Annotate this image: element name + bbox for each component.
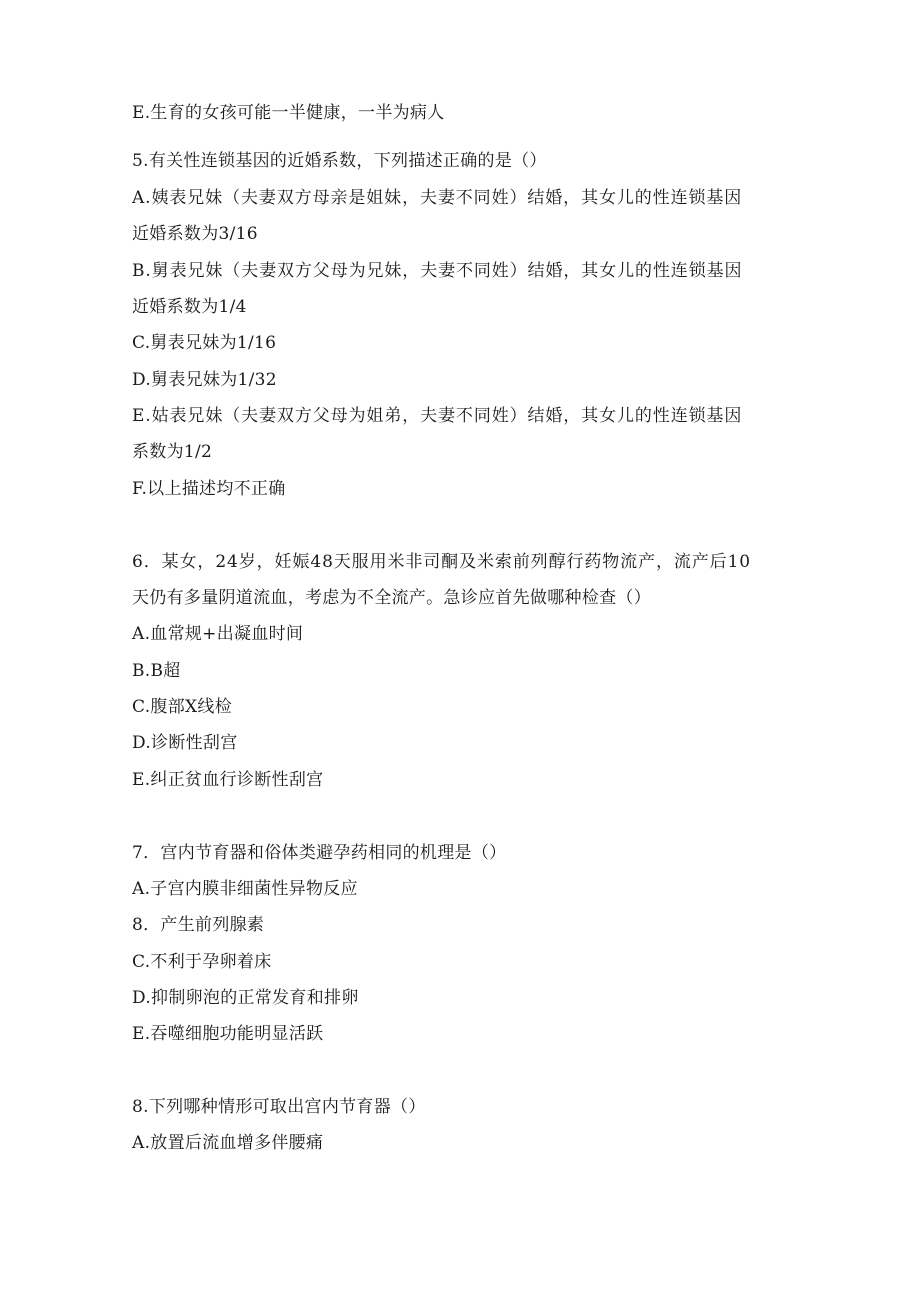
q4-option-e: E.生育的女孩可能一半健康，一半为病人 bbox=[132, 103, 445, 123]
q5-option-e: E.姑表兄妹（夫妻双方父母为姐弟，夫妻不同姓）结婚，其女儿的性连锁基因 bbox=[132, 406, 743, 426]
q5-option-d: D.舅表兄妹为1/32 bbox=[132, 370, 277, 390]
q7-option-b: 8．产生前列腺素 bbox=[132, 915, 265, 935]
q5-option-e-cont: 系数为1/2 bbox=[132, 442, 213, 462]
q7-stem: 7．宫内节育器和俗体类避孕药相同的机理是（） bbox=[132, 843, 507, 863]
q6-option-b: B.B超 bbox=[132, 661, 181, 681]
q8-stem: 8.下列哪种情形可取出宫内节育器（） bbox=[132, 1097, 426, 1117]
q7-option-a: A.子宫内膜非细菌性异物反应 bbox=[132, 879, 358, 899]
q6-option-a: A.血常规+出凝血时间 bbox=[132, 624, 304, 644]
q7-option-e: E.吞噬细胞功能明显活跃 bbox=[132, 1024, 324, 1044]
q7-option-d: D.抑制卵泡的正常发育和排卵 bbox=[132, 988, 359, 1008]
q6-option-d: D.诊断性刮宫 bbox=[132, 733, 238, 753]
q5-option-f: F.以上描述均不正确 bbox=[132, 479, 286, 499]
q5-option-b: B.舅表兄妹（夫妻双方父母为兄妹，夫妻不同姓）结婚，其女儿的性连锁基因 bbox=[132, 261, 743, 281]
q6-option-e: E.纠正贫血行诊断性刮宫 bbox=[132, 770, 324, 790]
q6-stem-cont: 天仍有多量阴道流血，考虑为不全流产。急诊应首先做哪种检查（） bbox=[132, 588, 651, 608]
q6-option-c: C.腹部X线检 bbox=[132, 697, 233, 717]
q5-option-a-cont: 近婚系数为3/16 bbox=[132, 224, 258, 244]
q5-option-a: A.姨表兄妹（夫妻双方母亲是姐妹，夫妻不同姓）结婚，其女儿的性连锁基因 bbox=[132, 188, 743, 208]
q6-stem: 6．某女，24岁，妊娠48天服用米非司酮及米索前列醇行药物流产，流产后10 bbox=[132, 552, 752, 572]
q5-option-c: C.舅表兄妹为1/16 bbox=[132, 333, 277, 353]
q5-option-b-cont: 近婚系数为1/4 bbox=[132, 297, 247, 317]
q8-option-a: A.放置后流血增多伴腰痛 bbox=[132, 1133, 324, 1153]
q5-stem: 5.有关性连锁基因的近婚系数，下列描述正确的是（） bbox=[132, 151, 547, 171]
q7-option-c: C.不利于孕卵着床 bbox=[132, 952, 272, 972]
